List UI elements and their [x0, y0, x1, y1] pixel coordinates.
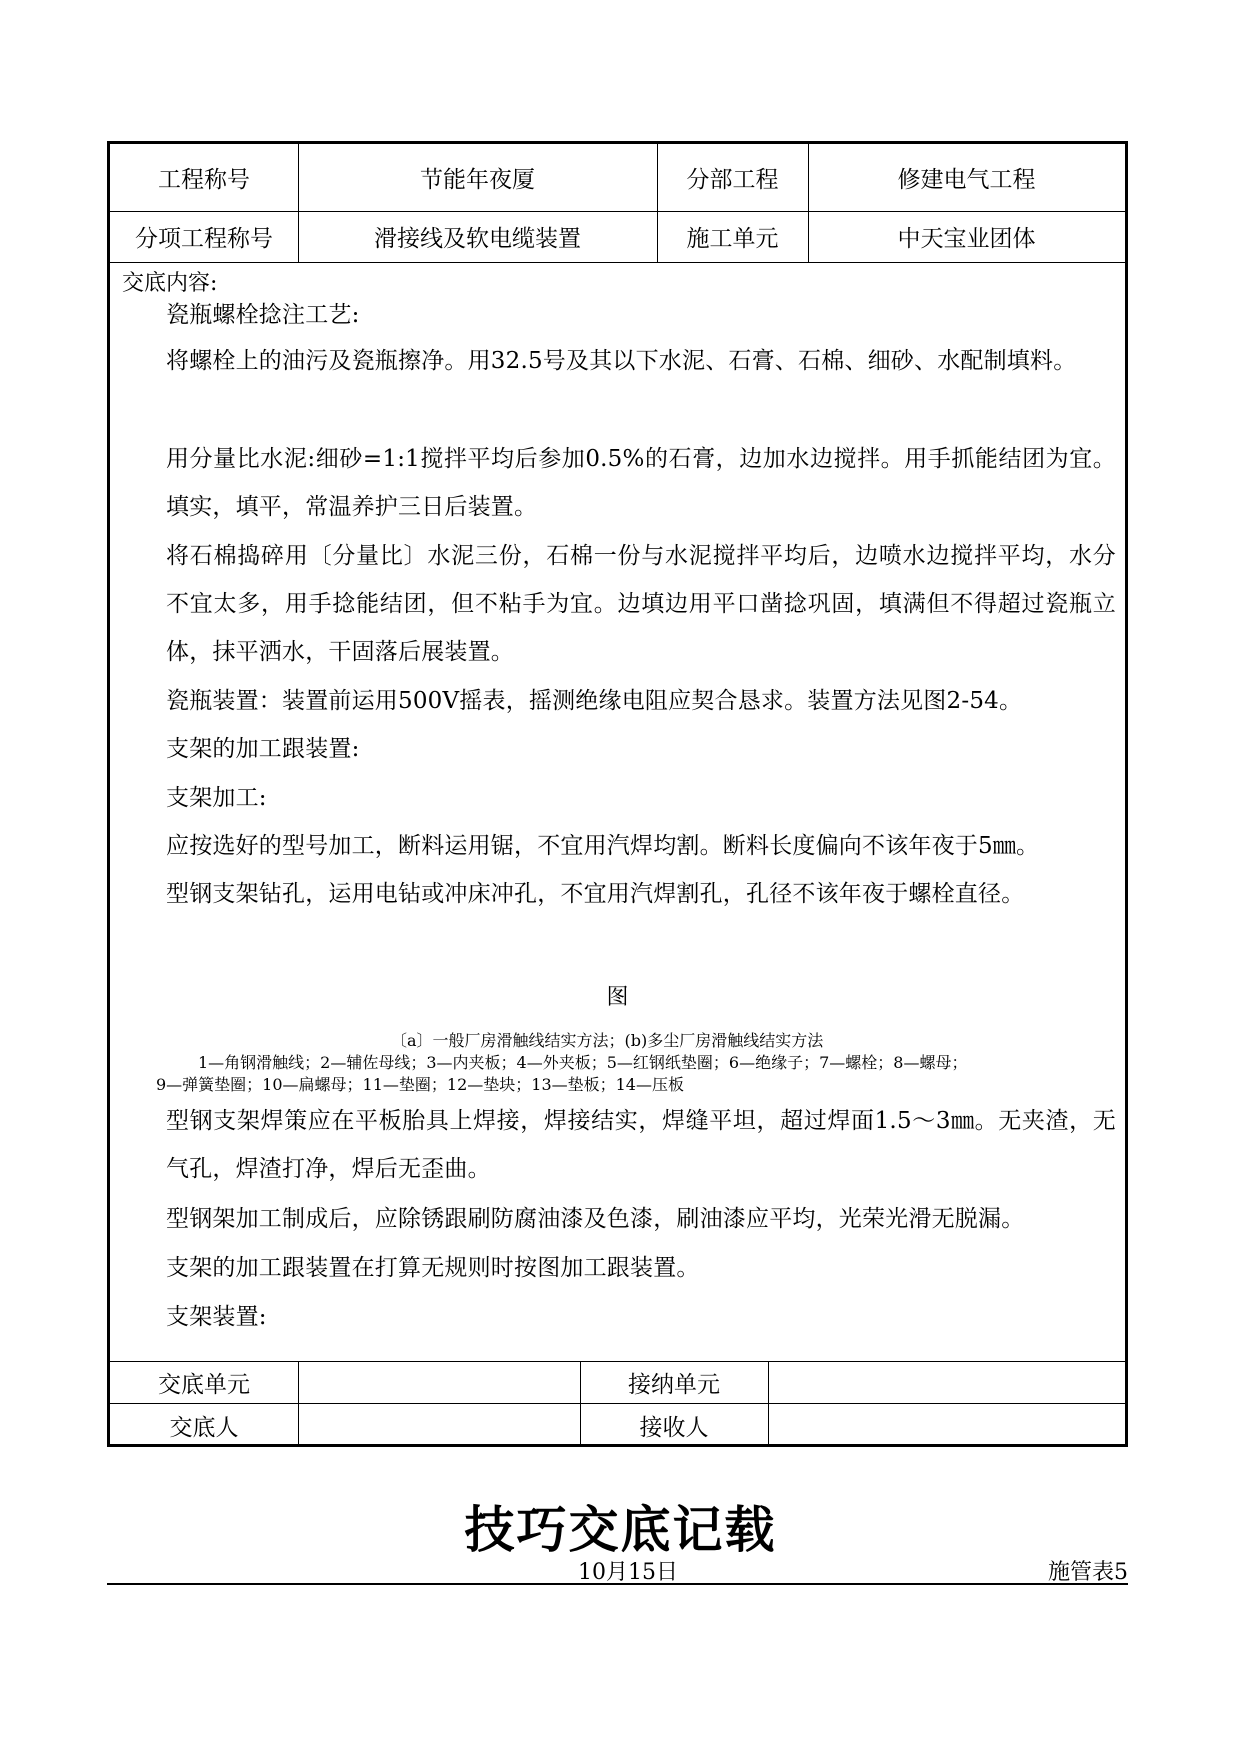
bottom-rule: [107, 1583, 1128, 1585]
figure-caption: 〔a〕一般厂房滑触线结实方法；(b)多尘厂房滑触线结实方法: [391, 1031, 824, 1050]
paragraph: 支架的加工跟装置在打算无规则时按图加工跟装置。: [166, 1255, 700, 1281]
figure-label: 图: [606, 985, 629, 1010]
handover-unit-label: 交底单元: [158, 1371, 250, 1398]
paragraph: 瓷瓶装置：装置前运用500V摇表，摇测绝缘电阻应契合恳求。装置方法见图2-54。: [166, 688, 1023, 714]
row-divider: [110, 262, 1125, 263]
division-value: 修建电气工程: [897, 167, 1036, 193]
handover-unit-value: [298, 1361, 580, 1403]
project-name-label: 工程称号: [158, 167, 250, 193]
subitem-label: 分项工程称号: [135, 226, 273, 252]
receiver-value: [768, 1403, 1125, 1447]
figure-legend: 9—弹簧垫圈；10—扁螺母；11—垫圈；12—垫块；13—垫板；14—压板: [156, 1075, 684, 1094]
paragraph: 支架装置:: [166, 1304, 267, 1330]
paragraph: 将石棉捣碎用〔分量比〕水泥三份，石棉一份与水泥搅拌平均后，边喷水边搅拌平均，水分不宜太多，用手捻能结团，但不粘手为宜。边填边用平口凿捻巩固，填满但不得超过瓷瓶立体，抹平洒水，干固落后展装置。: [166, 543, 1116, 665]
content-title: 交底内容:: [122, 271, 218, 296]
paragraph: 支架的加工跟装置:: [166, 736, 360, 762]
subitem-value: 滑接线及软电缆装置: [374, 226, 581, 252]
division-label: 分部工程: [686, 167, 779, 193]
receiving-unit-value: [768, 1361, 1125, 1403]
construction-unit-value: 中天宝业团体: [897, 226, 1036, 252]
disclosure-form: [107, 141, 1128, 1447]
receiver-label: 接收人: [639, 1414, 709, 1441]
receiving-unit-label: 接纳单元: [628, 1371, 720, 1398]
paragraph: 型钢支架钻孔，运用电钻或冲床冲孔，不宜用汽焊割孔，孔径不该年夜于螺栓直径。: [166, 881, 1025, 907]
construction-unit-label: 施工单元: [686, 226, 779, 252]
handover-person-label: 交底人: [169, 1414, 239, 1441]
paragraph: 瓷瓶螺栓捻注工艺:: [166, 302, 360, 328]
project-name-value: 节能年夜厦: [420, 167, 535, 193]
figure-legend: 1—角钢滑触线；2—辅佐母线；3—内夹板；4—外夹板；5—红钢纸垫圈；6—绝缘子；7—螺栓；8—螺母；: [198, 1053, 968, 1072]
paragraph: 型钢架加工制成后，应除锈跟刷防腐油漆及色漆，刷油漆应平均，光荣光滑无脱漏。: [166, 1206, 1025, 1232]
paragraph: 用分量比水泥:细砂=1:1搅拌平均后参加0.5%的石膏，边加水边搅拌。用手抓能结团为宜。填实，填平，常温养护三日后装置。: [166, 446, 1116, 520]
handover-person-value: [298, 1403, 580, 1447]
paragraph: 应按选好的型号加工，断料运用锯，不宜用汽焊均割。断料长度偏向不该年夜于5㎜。: [166, 833, 1040, 859]
form-number: 施管表5: [1048, 1560, 1128, 1585]
paragraph: 型钢支架焊策应在平板胎具上焊接，焊接结实，焊缝平坦，超过焊面1.5～3㎜。无夹渣，无气孔，焊渣打净，焊后无歪曲。: [166, 1108, 1116, 1182]
paragraph: 将螺栓上的油污及瓷瓶擦净。用32.5号及其以下水泥、石膏、石棉、细砂、水配制填料。: [166, 348, 1077, 374]
paragraph: 支架加工:: [166, 785, 267, 811]
document-date: 10月15日: [578, 1560, 678, 1585]
document-title: 技巧交底记载: [464, 1501, 777, 1559]
